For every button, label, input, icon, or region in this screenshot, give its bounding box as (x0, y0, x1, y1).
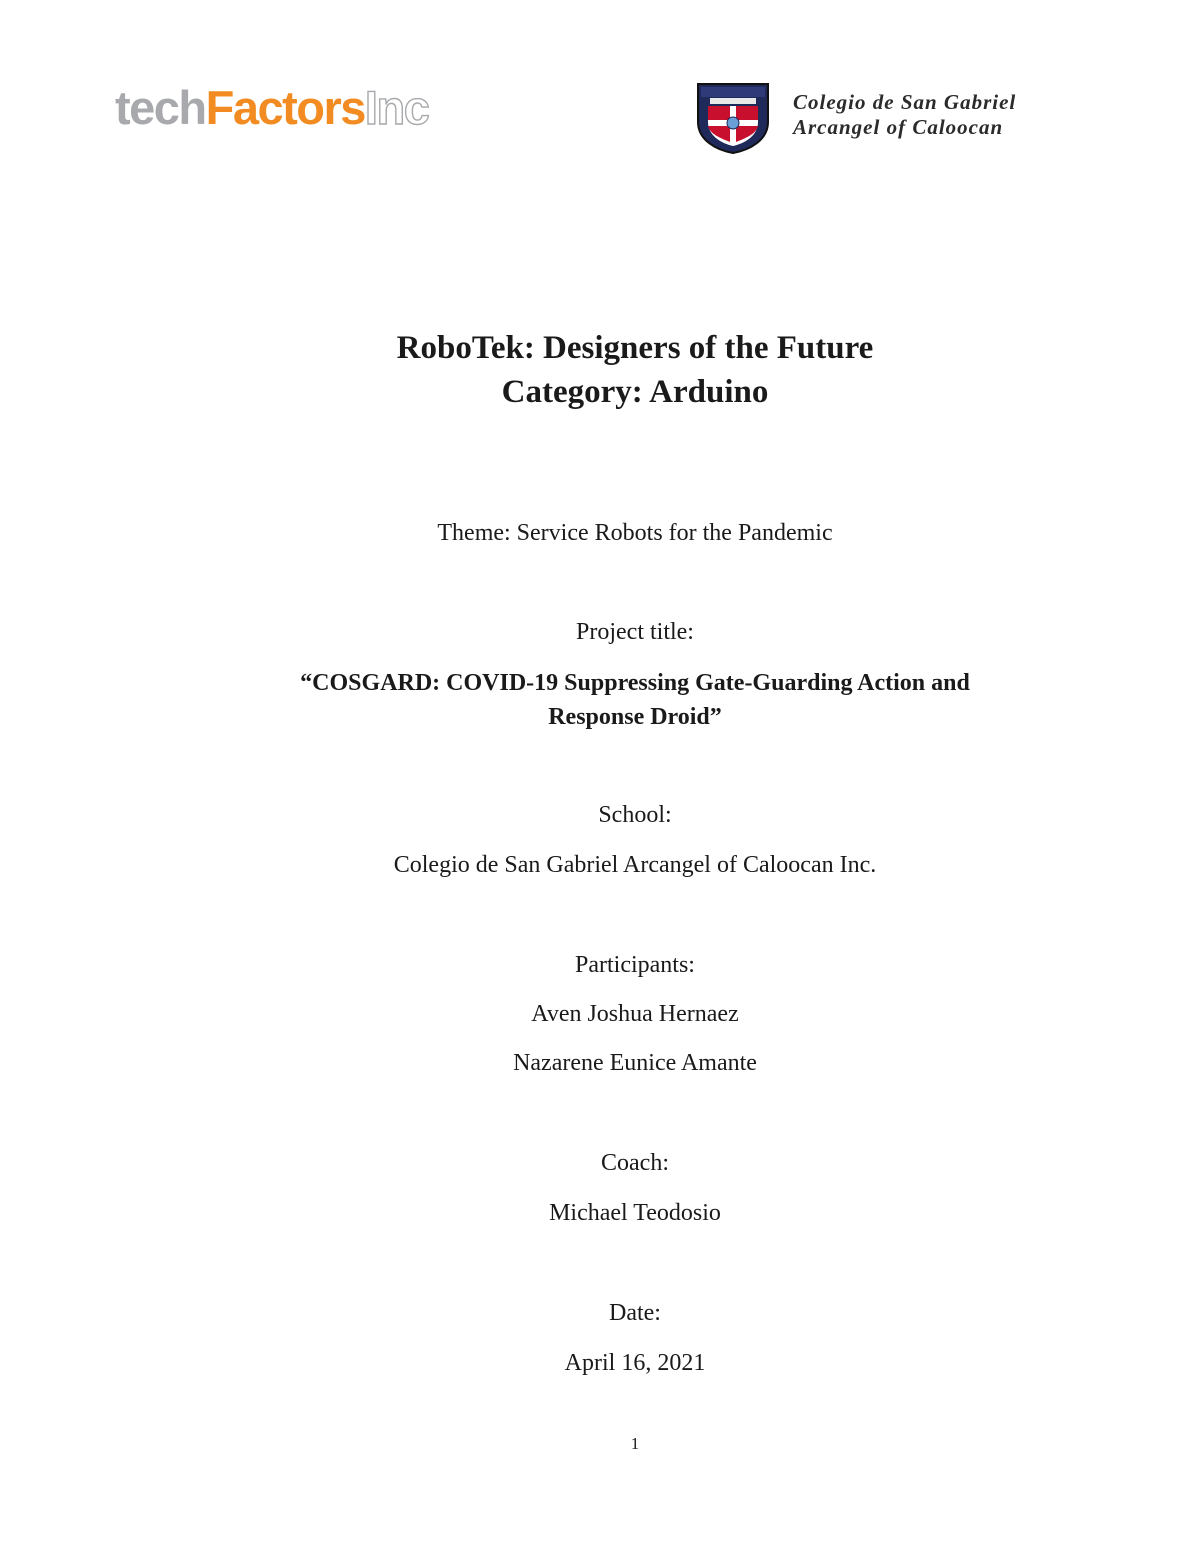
logo-part-tech: tech (115, 81, 206, 134)
project-name-line1: “COSGARD: COVID-19 Suppressing Gate-Guarding Action and (300, 670, 970, 696)
school-wordmark-line1: Colegio de San Gabriel (793, 90, 1017, 114)
title-line2: Category: Arduino (501, 374, 769, 410)
coach-label: Coach: (601, 1150, 669, 1176)
participant-name: Nazarene Eunice Amante (513, 1050, 757, 1076)
coach-name: Michael Teodosio (549, 1200, 721, 1226)
date-label: Date: (609, 1300, 661, 1326)
logo-part-inc: Inc (364, 81, 429, 134)
participants-label: Participants: (575, 952, 695, 978)
theme-text: Theme: Service Robots for the Pandemic (437, 520, 833, 546)
school-name: Colegio de San Gabriel Arcangel of Caloocan Inc. (393, 852, 877, 878)
page-number: 1 (630, 1434, 640, 1453)
school-wordmark (793, 90, 1016, 140)
school-label: School: (598, 802, 672, 828)
project-title-label: Project title: (576, 619, 694, 645)
school-wordmark-line2: Arcangel of Caloocan (793, 115, 1004, 139)
title-line1: RoboTek: Designers of the Future (396, 330, 874, 366)
school-crest-icon (696, 82, 770, 154)
project-name-line2: Response Droid” (548, 704, 722, 730)
date-value: April 16, 2021 (564, 1350, 706, 1376)
participant-name: Aven Joshua Hernaez (531, 1001, 739, 1027)
document-title (0, 326, 1200, 414)
techfactors-logo (115, 80, 428, 136)
logo-part-factors: Factors (205, 81, 365, 134)
